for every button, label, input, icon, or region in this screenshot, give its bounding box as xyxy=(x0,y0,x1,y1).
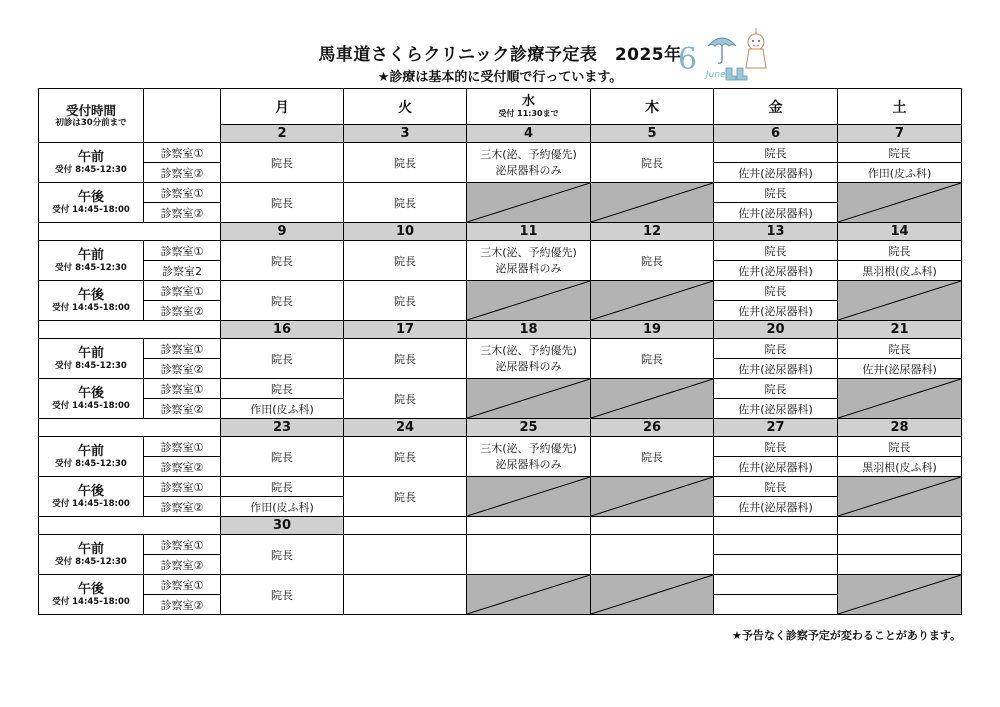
period-label: 午後 xyxy=(77,190,104,205)
doctor-note: 泌尿器科のみ xyxy=(495,163,562,177)
doctor-name: 三木(泌、予約優先) xyxy=(480,441,577,455)
date-cell: 12 xyxy=(591,223,714,241)
schedule-cell: 佐井(泌尿器科) xyxy=(714,497,838,517)
schedule-cell-empty xyxy=(467,535,591,575)
schedule-cell xyxy=(467,437,591,477)
day-mon: 月 xyxy=(221,89,344,125)
period-label: 午前 xyxy=(77,346,104,361)
date-cell: 7 xyxy=(838,125,962,143)
date-cell: 19 xyxy=(591,321,714,339)
schedule-cell: 院長 xyxy=(838,437,962,457)
schedule-cell-empty xyxy=(838,535,962,555)
closed-cell xyxy=(838,477,962,517)
room-label: 診察室② xyxy=(144,359,221,379)
schedule-cell: 院長 xyxy=(344,281,467,321)
schedule-cell: 院長 xyxy=(221,339,344,379)
schedule-cell: 院長 xyxy=(221,143,344,183)
date-cell: 4 xyxy=(467,125,591,143)
schedule-cell xyxy=(467,241,591,281)
closed-cell xyxy=(467,477,591,517)
schedule-cell: 院長 xyxy=(838,143,962,163)
schedule-cell: 作田(皮ふ科) xyxy=(221,497,344,517)
schedule-cell: 院長 xyxy=(344,339,467,379)
date-cell: 25 xyxy=(467,419,591,437)
schedule-cell-empty xyxy=(591,535,714,575)
period-label: 午前 xyxy=(77,248,104,263)
date-row xyxy=(39,419,962,437)
schedule-cell: 院長 xyxy=(344,379,467,419)
room-label: 診察室① xyxy=(144,477,221,497)
closed-cell xyxy=(838,575,962,615)
schedule-cell: 作田(皮ふ科) xyxy=(221,399,344,419)
period-am xyxy=(39,535,144,575)
date-cell: 14 xyxy=(838,223,962,241)
schedule-cell: 院長 xyxy=(714,183,838,203)
page-subtitle: ★診療は基本的に受付順で行っています。 xyxy=(377,70,623,85)
date-cell: 6 xyxy=(714,125,838,143)
schedule-cell: 院長 xyxy=(838,241,962,261)
pm-row-room1 xyxy=(39,575,962,595)
date-cell: 13 xyxy=(714,223,838,241)
closed-cell xyxy=(591,477,714,517)
period-time: 受付 8:45-12:30 xyxy=(55,263,127,273)
schedule-cell: 院長 xyxy=(221,437,344,477)
date-cell: 16 xyxy=(221,321,344,339)
day-wed xyxy=(467,89,591,125)
schedule-cell: 佐井(泌尿器科) xyxy=(714,359,838,379)
room-label: 診察室① xyxy=(144,339,221,359)
schedule-cell: 院長 xyxy=(714,339,838,359)
period-label: 午前 xyxy=(77,444,104,459)
date-cell: 24 xyxy=(344,419,467,437)
closed-cell xyxy=(591,183,714,223)
room-label: 診察室② xyxy=(144,457,221,477)
schedule-cell: 院長 xyxy=(591,339,714,379)
date-cell: 21 xyxy=(838,321,962,339)
day-header-row xyxy=(39,89,962,125)
closed-cell xyxy=(591,281,714,321)
schedule-cell: 院長 xyxy=(714,379,838,399)
room-label: 診察室② xyxy=(144,497,221,517)
period-time: 受付 14:45-18:00 xyxy=(52,499,130,509)
date-cell: 10 xyxy=(344,223,467,241)
date-cell: 23 xyxy=(221,419,344,437)
period-pm xyxy=(39,477,144,517)
room-label: 診察室② xyxy=(144,555,221,575)
date-cell: 18 xyxy=(467,321,591,339)
room-label: 診察室① xyxy=(144,183,221,203)
month-number: 6 xyxy=(678,42,698,77)
period-am xyxy=(39,143,144,183)
schedule-cell-empty xyxy=(838,555,962,575)
closed-cell xyxy=(591,575,714,615)
room-label: 診察室② xyxy=(144,203,221,223)
schedule-cell xyxy=(467,143,591,183)
room-label: 診察室① xyxy=(144,241,221,261)
day-wed-note: 受付 11:30まで xyxy=(498,109,559,118)
schedule-cell: 院長 xyxy=(221,281,344,321)
period-label: 午前 xyxy=(77,542,104,557)
am-row-room1 xyxy=(39,143,962,163)
period-time: 受付 8:45-12:30 xyxy=(55,361,127,371)
date-row xyxy=(39,517,962,535)
schedule-cell: 院長 xyxy=(344,183,467,223)
schedule-cell-empty xyxy=(714,535,838,555)
period-label: 午前 xyxy=(77,150,104,165)
period-label: 午後 xyxy=(77,582,104,597)
period-pm xyxy=(39,183,144,223)
period-time: 受付 8:45-12:30 xyxy=(55,165,127,175)
day-tue: 火 xyxy=(344,89,467,125)
schedule-cell-empty xyxy=(714,555,838,575)
schedule-cell-empty xyxy=(344,535,467,575)
period-time: 受付 14:45-18:00 xyxy=(52,597,130,607)
schedule-cell: 院長 xyxy=(344,477,467,517)
date-cell: 26 xyxy=(591,419,714,437)
schedule-cell: 院長 xyxy=(714,143,838,163)
schedule-cell: 院長 xyxy=(714,477,838,497)
closed-cell xyxy=(838,281,962,321)
date-row xyxy=(39,321,962,339)
closed-cell xyxy=(838,379,962,419)
schedule-cell-empty xyxy=(344,575,467,615)
date-cell-empty xyxy=(467,517,591,535)
period-time: 受付 8:45-12:30 xyxy=(55,459,127,469)
period-label: 午後 xyxy=(77,386,104,401)
reception-label: 受付時間 xyxy=(65,103,116,118)
schedule-cell: 佐井(泌尿器科) xyxy=(838,359,962,379)
room-label: 診察室① xyxy=(144,575,221,595)
closed-cell xyxy=(467,575,591,615)
schedule-cell: 院長 xyxy=(591,143,714,183)
day-fri: 金 xyxy=(714,89,838,125)
reception-header xyxy=(39,89,144,143)
schedule-cell-empty xyxy=(714,575,838,595)
room-label: 診察室① xyxy=(144,535,221,555)
period-time: 受付 14:45-18:00 xyxy=(52,303,130,313)
schedule-cell: 佐井(泌尿器科) xyxy=(714,399,838,419)
page-title: 馬車道さくらクリニック診療予定表 2025年 xyxy=(318,45,682,65)
date-row xyxy=(39,223,962,241)
period-label: 午後 xyxy=(77,288,104,303)
date-cell: 2 xyxy=(221,125,344,143)
closed-cell xyxy=(467,281,591,321)
date-cell-empty xyxy=(591,517,714,535)
schedule-cell: 佐井(泌尿器科) xyxy=(714,301,838,321)
schedule-cell: 院長 xyxy=(714,437,838,457)
schedule-cell: 黒羽根(皮ふ科) xyxy=(838,457,962,477)
room-label: 診察室② xyxy=(144,399,221,419)
closed-cell xyxy=(467,379,591,419)
pm-row-room1 xyxy=(39,379,962,399)
room-label: 診察室① xyxy=(144,437,221,457)
room-label: 診察室② xyxy=(144,301,221,321)
date-cell: 11 xyxy=(467,223,591,241)
am-row-room1 xyxy=(39,241,962,261)
doctor-note: 泌尿器科のみ xyxy=(495,359,562,373)
reception-note: 初診は30分前まで xyxy=(55,118,127,128)
schedule-table xyxy=(38,88,962,615)
room-label: 診察室② xyxy=(144,163,221,183)
schedule-cell: 佐井(泌尿器科) xyxy=(714,457,838,477)
day-wed-label: 水 xyxy=(521,94,535,109)
schedule-cell: 佐井(泌尿器科) xyxy=(714,203,838,223)
footnote: ★予告なく診察予定が変わることがあります。 xyxy=(732,629,961,642)
schedule-cell: 佐井(泌尿器科) xyxy=(714,163,838,183)
date-cell: 17 xyxy=(344,321,467,339)
closed-cell xyxy=(467,183,591,223)
schedule-cell: 院長 xyxy=(344,241,467,281)
room-label: 診察室① xyxy=(144,379,221,399)
period-time: 受付 14:45-18:00 xyxy=(52,205,130,215)
room-label: 診察室① xyxy=(144,281,221,301)
schedule-cell-empty xyxy=(714,595,838,615)
date-cell-empty xyxy=(838,517,962,535)
schedule-cell: 院長 xyxy=(838,339,962,359)
am-row-room1 xyxy=(39,339,962,359)
doctor-name: 三木(泌、予約優先) xyxy=(480,147,577,161)
schedule-cell: 佐井(泌尿器科) xyxy=(714,261,838,281)
period-am xyxy=(39,241,144,281)
schedule-cell: 院長 xyxy=(221,535,344,575)
date-cell-empty xyxy=(714,517,838,535)
day-sat: 土 xyxy=(838,89,962,125)
date-cell: 5 xyxy=(591,125,714,143)
period-pm xyxy=(39,575,144,615)
room-label: 診察室② xyxy=(144,595,221,615)
period-time: 受付 14:45-18:00 xyxy=(52,401,130,411)
period-am xyxy=(39,339,144,379)
date-cell: 30 xyxy=(221,517,344,535)
room-header xyxy=(144,89,221,143)
schedule-cell xyxy=(467,339,591,379)
period-pm xyxy=(39,281,144,321)
date-cell: 20 xyxy=(714,321,838,339)
month-name: June xyxy=(706,70,726,80)
closed-cell xyxy=(838,183,962,223)
schedule-cell: 院長 xyxy=(714,241,838,261)
period-time: 受付 8:45-12:30 xyxy=(55,557,127,567)
date-cell: 9 xyxy=(221,223,344,241)
boots-icon xyxy=(724,66,748,82)
schedule-cell: 作田(皮ふ科) xyxy=(838,163,962,183)
room-label: 診察室2 xyxy=(144,261,221,281)
schedule-cell: 院長 xyxy=(591,241,714,281)
room-label: 診察室① xyxy=(144,143,221,163)
schedule-cell: 院長 xyxy=(221,575,344,615)
schedule-cell: 院長 xyxy=(221,477,344,497)
closed-cell xyxy=(591,379,714,419)
schedule-cell: 院長 xyxy=(221,379,344,399)
date-cell: 28 xyxy=(838,419,962,437)
schedule-cell: 黒羽根(皮ふ科) xyxy=(838,261,962,281)
date-cell: 3 xyxy=(344,125,467,143)
doctor-note: 泌尿器科のみ xyxy=(495,261,562,275)
period-pm xyxy=(39,379,144,419)
pm-row-room1 xyxy=(39,477,962,497)
schedule-cell: 院長 xyxy=(344,143,467,183)
date-cell-empty xyxy=(344,517,467,535)
period-am xyxy=(39,437,144,477)
day-thu: 木 xyxy=(591,89,714,125)
date-cell: 27 xyxy=(714,419,838,437)
month-badge xyxy=(676,28,776,84)
am-row-room1 xyxy=(39,437,962,457)
schedule-cell: 院長 xyxy=(344,437,467,477)
doctor-name: 三木(泌、予約優先) xyxy=(480,343,577,357)
schedule-cell: 院長 xyxy=(221,183,344,223)
pm-row-room1 xyxy=(39,281,962,301)
schedule-cell: 院長 xyxy=(591,437,714,477)
period-label: 午後 xyxy=(77,484,104,499)
umbrella-icon xyxy=(706,30,738,66)
schedule-cell: 院長 xyxy=(714,281,838,301)
doctor-note: 泌尿器科のみ xyxy=(495,457,562,471)
schedule-cell: 院長 xyxy=(221,241,344,281)
am-row-room1 xyxy=(39,535,962,555)
doctor-name: 三木(泌、予約優先) xyxy=(480,245,577,259)
pm-row-room1 xyxy=(39,183,962,203)
